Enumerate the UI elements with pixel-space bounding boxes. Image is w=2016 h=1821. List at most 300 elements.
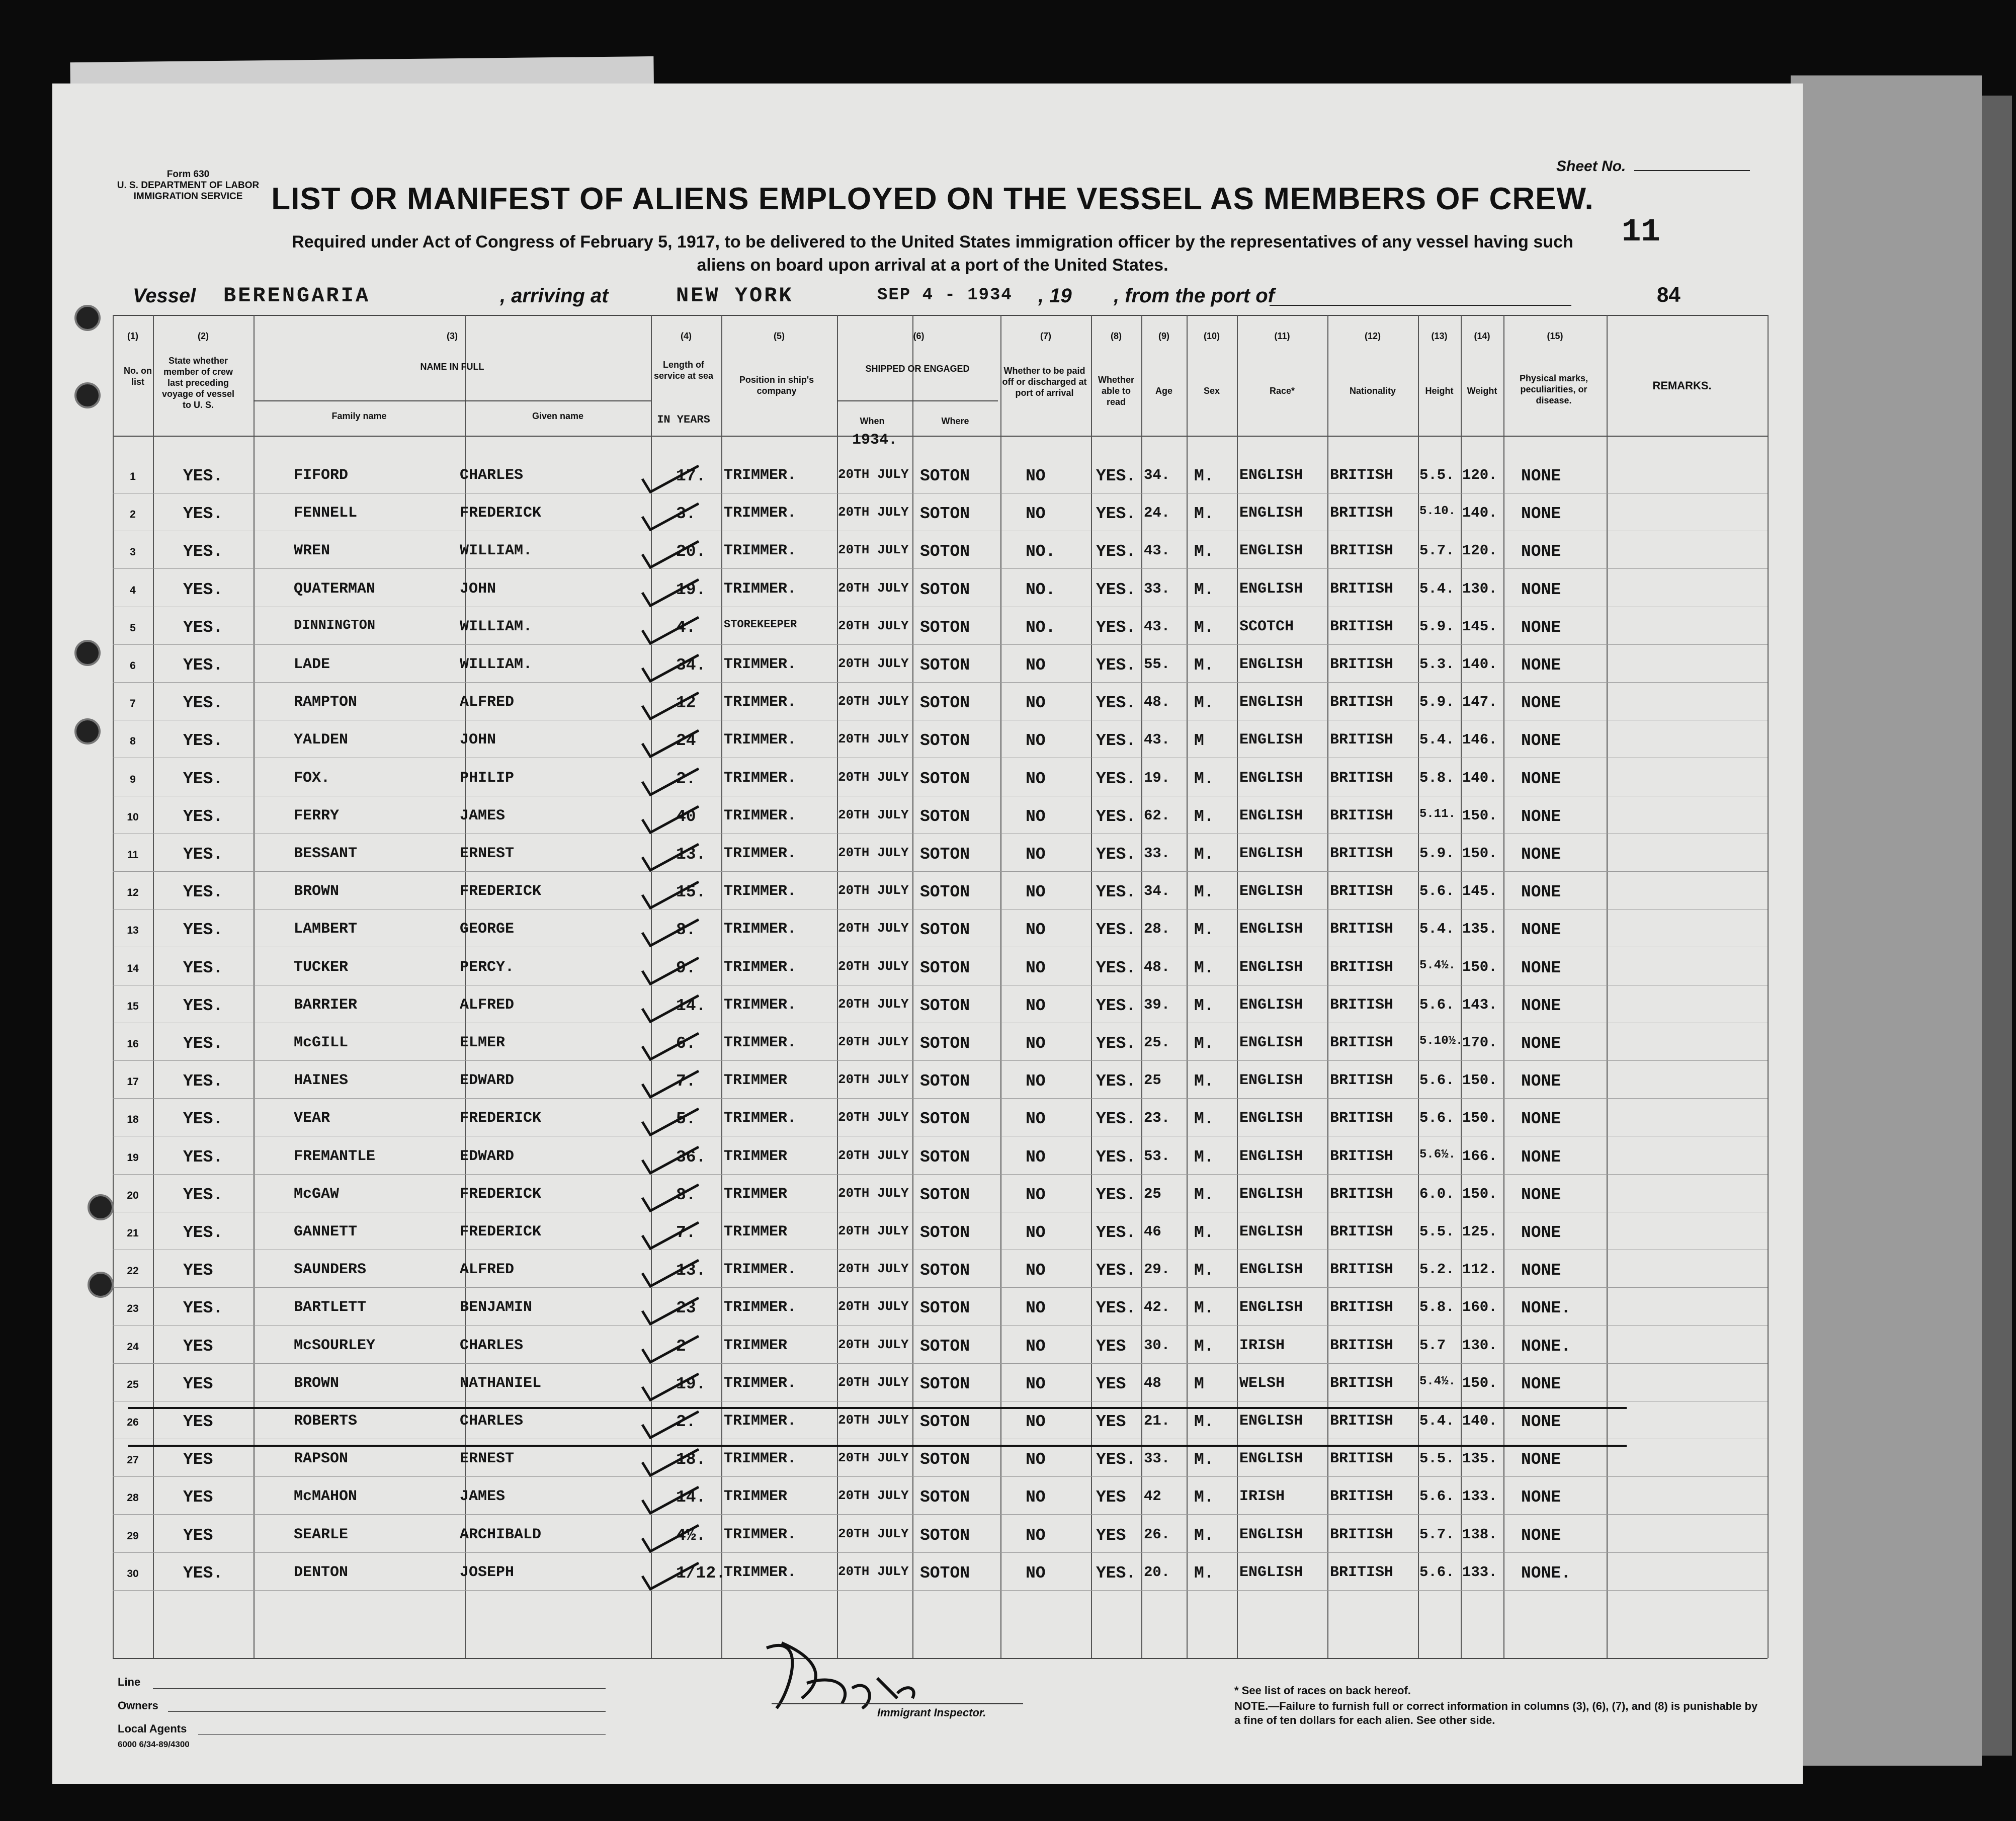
line-number: 27 (127, 1454, 139, 1466)
age: 33. (1144, 580, 1170, 597)
shipped-where: SOTON (920, 1261, 970, 1280)
check-mark-icon (638, 1181, 704, 1216)
shipped-when: 20TH JULY (838, 958, 909, 974)
table-column-rule (1000, 315, 1001, 1658)
table-column-rule (1768, 315, 1769, 1658)
weight: 150. (1462, 807, 1497, 824)
vessel-name: BERENGARIA (223, 284, 371, 308)
family-name: SAUNDERS (294, 1261, 367, 1279)
age: 55. (1144, 656, 1170, 673)
given-name: EDWARD (460, 1147, 515, 1165)
family-name: ROBERTS (294, 1413, 358, 1430)
height: 5.6. (1419, 1563, 1455, 1581)
header-in-years: IN YEARS (657, 413, 710, 426)
column-number: (5) (774, 331, 785, 341)
sex: M. (1194, 1034, 1214, 1053)
paid-off: NO (1026, 1110, 1046, 1129)
shipped-when: 20TH JULY (838, 1374, 909, 1390)
family-name: BROWN (294, 883, 340, 900)
sex: M. (1194, 694, 1214, 713)
line-number: 16 (127, 1038, 139, 1050)
nationality: BRITISH (1330, 618, 1394, 635)
check-mark-icon (638, 537, 704, 572)
sex: M. (1194, 1450, 1214, 1469)
line-number: 8 (130, 735, 136, 748)
check-mark-icon (638, 651, 704, 686)
position: TRIMMER. (724, 731, 797, 749)
sex: M. (1194, 921, 1214, 940)
paid-off: NO (1026, 1185, 1046, 1204)
physical-marks: NONE (1521, 1374, 1561, 1393)
paid-off: NO (1026, 1413, 1046, 1431)
adjacent-sheet-edge (1791, 75, 1982, 1766)
check-mark-icon (638, 1408, 704, 1443)
given-name: CHARLES (460, 1337, 524, 1354)
shipped-where: SOTON (920, 883, 970, 902)
given-name: ALFRED (460, 996, 515, 1014)
check-mark-icon (638, 726, 704, 762)
shipped-where: SOTON (920, 618, 970, 637)
table-column-rule (153, 315, 154, 1658)
paid-off: NO (1026, 1223, 1046, 1242)
paid-off: NO (1026, 883, 1046, 902)
sex: M. (1194, 1299, 1214, 1318)
physical-marks: NONE. (1521, 1299, 1571, 1318)
row-rule (113, 1590, 1768, 1591)
weight: 140. (1462, 505, 1497, 522)
crew-previous-voyage: YES (183, 1450, 213, 1469)
age: 34. (1144, 467, 1170, 483)
position: TRIMMER. (724, 769, 797, 787)
nationality: BRITISH (1330, 958, 1394, 976)
header-given-name: Given name (532, 411, 584, 421)
shipped-when: 20TH JULY (838, 1563, 909, 1579)
race: ENGLISH (1239, 1299, 1303, 1316)
race: ENGLISH (1239, 542, 1303, 560)
column-number: (14) (1474, 331, 1490, 341)
height: 5.9. (1419, 694, 1455, 711)
weight: 140. (1462, 769, 1497, 786)
line-number: 12 (127, 887, 139, 899)
shipped-where: SOTON (920, 769, 970, 788)
length-of-service: 6. (676, 1034, 696, 1053)
family-name: McGAW (294, 1185, 340, 1203)
crew-previous-voyage: YES (183, 1526, 213, 1545)
physical-marks: NONE. (1521, 1337, 1571, 1356)
paid-off: NO (1026, 1450, 1046, 1469)
paid-off: NO (1026, 1563, 1046, 1583)
physical-marks: NONE (1521, 1147, 1561, 1167)
binder-hole (74, 382, 101, 408)
height: 5.8. (1419, 1299, 1455, 1316)
paid-off: NO (1026, 1034, 1046, 1053)
line-number: 14 (127, 962, 139, 974)
shipped-where: SOTON (920, 1450, 970, 1469)
line-number: 6 (130, 660, 136, 672)
physical-marks: NONE (1521, 1223, 1561, 1242)
given-name: BENJAMIN (460, 1299, 533, 1316)
paid-off: NO. (1026, 542, 1056, 561)
table-column-rule (1418, 315, 1419, 1658)
check-mark-icon (638, 1105, 704, 1140)
shipped-when: 20TH JULY (838, 845, 909, 860)
sex: M. (1194, 656, 1214, 675)
crew-previous-voyage: YES (183, 1413, 213, 1431)
weight: 146. (1462, 731, 1497, 749)
sex: M. (1194, 807, 1214, 826)
crew-previous-voyage: YES. (183, 618, 223, 637)
given-name: WILLIAM. (460, 656, 533, 673)
shipped-when: 20TH JULY (838, 1034, 909, 1049)
race: ENGLISH (1239, 1223, 1303, 1240)
sex: M. (1194, 580, 1214, 599)
crew-previous-voyage: YES. (183, 505, 223, 524)
shipped-when: 20TH JULY (838, 1223, 909, 1238)
age: 46 (1144, 1223, 1161, 1240)
nationality: BRITISH (1330, 1563, 1394, 1581)
line-number: 3 (130, 546, 136, 558)
physical-marks: NONE (1521, 1261, 1561, 1280)
shipped-when: 20TH JULY (838, 505, 909, 520)
shipped-when: 20TH JULY (838, 1299, 909, 1314)
sex: M. (1194, 1261, 1214, 1280)
shipped-where: SOTON (920, 1223, 970, 1242)
length-of-service: 40 (676, 807, 696, 826)
column-number: (9) (1158, 331, 1169, 341)
physical-marks: NONE (1521, 731, 1561, 751)
crew-previous-voyage: YES. (183, 467, 223, 485)
able-to-read: YES. (1096, 505, 1136, 524)
height: 5.5. (1419, 1450, 1455, 1467)
binder-hole (74, 640, 101, 666)
sex: M. (1194, 958, 1214, 977)
age: 19. (1144, 769, 1170, 786)
line-number: 24 (127, 1341, 139, 1353)
shipped-when: 20TH JULY (838, 1526, 909, 1541)
able-to-read: YES (1096, 1526, 1126, 1545)
footer-line-blank (153, 1688, 606, 1689)
physical-marks: NONE (1521, 807, 1561, 826)
table-column-rule (254, 315, 255, 1658)
shipped-where: SOTON (920, 1299, 970, 1318)
row-rule (113, 1476, 1768, 1477)
weight: 140. (1462, 1413, 1497, 1429)
given-name: CHARLES (460, 467, 524, 484)
column-number: (3) (447, 331, 458, 341)
family-name: FIFORD (294, 467, 349, 484)
age: 25 (1144, 1185, 1161, 1202)
paid-off: NO (1026, 1337, 1046, 1356)
given-name: FREDERICK (460, 505, 542, 522)
physical-marks: NONE (1521, 845, 1561, 864)
length-of-service: 18. (676, 1450, 706, 1469)
check-mark-icon (638, 462, 704, 497)
header-remarks: REMARKS. (1652, 379, 1712, 392)
position: TRIMMER. (724, 958, 797, 976)
crew-previous-voyage: YES. (183, 1299, 223, 1318)
nationality: BRITISH (1330, 1374, 1394, 1392)
race: ENGLISH (1239, 580, 1303, 598)
family-name: QUATERMAN (294, 580, 376, 598)
length-of-service: 36. (676, 1147, 706, 1167)
table-column-rule (1091, 315, 1092, 1658)
race: ENGLISH (1239, 731, 1303, 749)
name-subheader-rule (254, 400, 651, 401)
weight: 125. (1462, 1223, 1497, 1240)
able-to-read: YES. (1096, 656, 1136, 675)
shipped-where: SOTON (920, 996, 970, 1015)
shipped-where: SOTON (920, 580, 970, 599)
able-to-read: YES (1096, 1413, 1126, 1431)
weight: 147. (1462, 694, 1497, 711)
header-nationality: Nationality (1349, 386, 1396, 396)
header-state-whether: State whether member of crew last preceding voyage of vessel to U. S. (161, 356, 235, 410)
weight: 150. (1462, 1110, 1497, 1127)
shipped-where: SOTON (920, 694, 970, 713)
physical-marks: NONE (1521, 467, 1561, 485)
physical-marks: NONE. (1521, 1563, 1571, 1583)
shipped-where: SOTON (920, 1110, 970, 1129)
family-name: DENTON (294, 1563, 349, 1581)
row-rule (113, 568, 1768, 569)
row-rule (113, 1060, 1768, 1061)
family-name: FENNELL (294, 505, 358, 522)
inspector-label: Immigrant Inspector. (877, 1706, 986, 1719)
crew-previous-voyage: YES. (183, 731, 223, 751)
line-number: 22 (127, 1265, 139, 1277)
family-name: BARTLETT (294, 1299, 367, 1316)
given-name: JOSEPH (460, 1563, 515, 1581)
sex: M (1194, 731, 1204, 751)
height: 5.6½. (1419, 1147, 1456, 1162)
manifest-table (52, 84, 1803, 1784)
paid-off: NO (1026, 1488, 1046, 1507)
able-to-read: YES. (1096, 467, 1136, 485)
nationality: BRITISH (1330, 1488, 1394, 1506)
check-mark-icon (638, 689, 704, 724)
table-column-rule (1237, 315, 1238, 1658)
race: ENGLISH (1239, 807, 1303, 824)
column-number: (13) (1431, 331, 1448, 341)
check-mark-icon (638, 575, 704, 611)
sex: M. (1194, 883, 1214, 902)
weight: 130. (1462, 580, 1497, 597)
weight: 150. (1462, 1185, 1497, 1202)
race: ENGLISH (1239, 1526, 1303, 1543)
able-to-read: YES (1096, 1337, 1126, 1356)
position: TRIMMER. (724, 807, 797, 824)
age: 48. (1144, 958, 1170, 975)
race: ENGLISH (1239, 921, 1303, 938)
given-name: GEORGE (460, 921, 515, 938)
line-number: 17 (127, 1076, 139, 1088)
age: 39. (1144, 996, 1170, 1013)
crew-previous-voyage: YES. (183, 580, 223, 599)
paid-off: NO (1026, 1072, 1046, 1091)
crew-previous-voyage: YES (183, 1374, 213, 1393)
header-able-read: Whether able to read (1098, 375, 1134, 407)
check-mark-icon (638, 613, 704, 648)
paid-off: NO (1026, 1261, 1046, 1280)
crew-previous-voyage: YES. (183, 883, 223, 902)
family-name: HAINES (294, 1072, 349, 1090)
able-to-read: YES. (1096, 1299, 1136, 1318)
line-number: 2 (130, 509, 136, 521)
paid-off: NO (1026, 656, 1046, 675)
physical-marks: NONE (1521, 1072, 1561, 1091)
length-of-service: 3. (676, 505, 696, 524)
shipped-where: SOTON (920, 731, 970, 751)
paid-off: NO (1026, 996, 1046, 1015)
shipped-when: 20TH JULY (838, 996, 909, 1012)
paid-off: NO (1026, 731, 1046, 751)
header-year-note: 1934. (852, 432, 898, 449)
position: TRIMMER. (724, 1526, 797, 1543)
height: 5.9. (1419, 845, 1455, 862)
shipped-when: 20TH JULY (838, 580, 909, 596)
race: ENGLISH (1239, 1110, 1303, 1127)
subtitle-line-1: Required under Act of Congress of February 5, 1917, to be delivered to the United States immigration officer by the representatives of any vessel having such (292, 232, 1573, 252)
paid-off: NO (1026, 807, 1046, 826)
family-name: LAMBERT (294, 921, 358, 938)
crew-previous-voyage: YES. (183, 807, 223, 826)
row-rule (113, 682, 1768, 683)
paid-off: NO (1026, 921, 1046, 940)
shipped-where: SOTON (920, 1147, 970, 1167)
family-name: YALDEN (294, 731, 349, 749)
length-of-service: 7. (676, 1072, 696, 1091)
position: TRIMMER (724, 1337, 788, 1354)
paid-off: NO (1026, 1526, 1046, 1545)
length-of-service: 8. (676, 1185, 696, 1204)
nationality: BRITISH (1330, 1072, 1394, 1090)
race: ENGLISH (1239, 845, 1303, 862)
line-number: 9 (130, 773, 136, 785)
crew-previous-voyage: YES (183, 1488, 213, 1507)
physical-marks: NONE (1521, 656, 1561, 675)
physical-marks: NONE (1521, 1450, 1561, 1469)
length-of-service: 19. (676, 580, 706, 599)
able-to-read: YES. (1096, 1450, 1136, 1469)
given-name: WILLIAM. (460, 618, 533, 635)
length-of-service: 13. (676, 845, 706, 864)
physical-marks: NONE (1521, 542, 1561, 561)
form-number: Form 630 (166, 169, 210, 180)
weight: 130. (1462, 1337, 1497, 1354)
family-name: FOX. (294, 769, 330, 787)
given-name: NATHANIEL (460, 1374, 542, 1392)
race: ENGLISH (1239, 1147, 1303, 1165)
paid-off: NO (1026, 1147, 1046, 1167)
length-of-service: 15. (676, 883, 706, 902)
age: 25 (1144, 1072, 1161, 1089)
sex: M. (1194, 996, 1214, 1015)
length-of-service: 9. (676, 958, 696, 977)
table-column-rule (1607, 315, 1608, 1658)
header-no-on-list: No. on list (124, 366, 152, 387)
family-name: DINNINGTON (294, 618, 376, 633)
able-to-read: YES. (1096, 580, 1136, 599)
binder-hole (88, 1272, 114, 1298)
column-number: (12) (1364, 331, 1381, 341)
physical-marks: NONE (1521, 769, 1561, 788)
nationality: BRITISH (1330, 769, 1394, 787)
footer-local-agents-label: Local Agents (118, 1722, 187, 1735)
age: 53. (1144, 1147, 1170, 1165)
penalty-note: NOTE.—Failure to furnish full or correct information in columns (3), (6), (7), and (8) is punishable by a fine of ten dollars for each alien. See other side. (1234, 1700, 1758, 1726)
given-name: FREDERICK (460, 883, 542, 900)
position: TRIMMER. (724, 467, 797, 484)
nationality: BRITISH (1330, 1413, 1394, 1430)
nationality: BRITISH (1330, 996, 1394, 1014)
header-age: Age (1155, 386, 1172, 396)
crew-previous-voyage: YES. (183, 1110, 223, 1129)
weight: 170. (1462, 1034, 1497, 1051)
paid-off: NO (1026, 845, 1046, 864)
family-name: BESSANT (294, 845, 358, 862)
check-mark-icon (638, 500, 704, 535)
nationality: BRITISH (1330, 467, 1394, 484)
crew-previous-voyage: YES. (183, 694, 223, 713)
row-rule (113, 871, 1768, 872)
family-name: SEARLE (294, 1526, 349, 1543)
weight: 143. (1462, 996, 1497, 1013)
family-name: FERRY (294, 807, 340, 824)
length-of-service: 13. (676, 1261, 706, 1280)
shipped-when: 20TH JULY (838, 1185, 909, 1201)
weight: 140. (1462, 656, 1497, 673)
check-mark-icon (638, 1029, 704, 1064)
column-number: (8) (1111, 331, 1122, 341)
column-number: (2) (198, 331, 209, 341)
from-port-label: , from the port of (1114, 285, 1275, 307)
binder-hole (74, 305, 101, 331)
check-mark-icon (638, 954, 704, 989)
height: 5.10½. (1419, 1034, 1463, 1048)
shipped-when: 20TH JULY (838, 542, 909, 558)
sex: M. (1194, 1526, 1214, 1545)
shipped-where: SOTON (920, 1563, 970, 1583)
length-of-service: 7. (676, 1223, 696, 1242)
height: 5.4½. (1419, 1374, 1456, 1388)
given-name: JOHN (460, 731, 496, 749)
able-to-read: YES. (1096, 1563, 1136, 1583)
shipped-where: SOTON (920, 921, 970, 940)
race: ENGLISH (1239, 1413, 1303, 1430)
check-mark-icon (638, 991, 704, 1027)
position: TRIMMER (724, 1185, 788, 1203)
check-mark-icon (638, 1370, 704, 1405)
shipped-where: SOTON (920, 845, 970, 864)
check-mark-icon (638, 802, 704, 838)
check-mark-icon (638, 1294, 704, 1329)
line-number: 20 (127, 1189, 139, 1201)
length-of-service: 1/12. (676, 1563, 726, 1583)
position: TRIMMER. (724, 656, 797, 673)
shipped-when: 20TH JULY (838, 694, 909, 709)
header-when: When (860, 416, 885, 426)
weight: 150. (1462, 1072, 1497, 1089)
sex: M. (1194, 505, 1214, 524)
arriving-label: , arriving at (500, 285, 609, 307)
height: 5.3. (1419, 656, 1455, 673)
line-number: 7 (130, 698, 136, 710)
length-of-service: 2. (676, 1413, 696, 1431)
shipped-where: SOTON (920, 656, 970, 675)
row-rule (113, 1363, 1768, 1364)
position: TRIMMER. (724, 1261, 797, 1279)
nationality: BRITISH (1330, 1450, 1394, 1468)
